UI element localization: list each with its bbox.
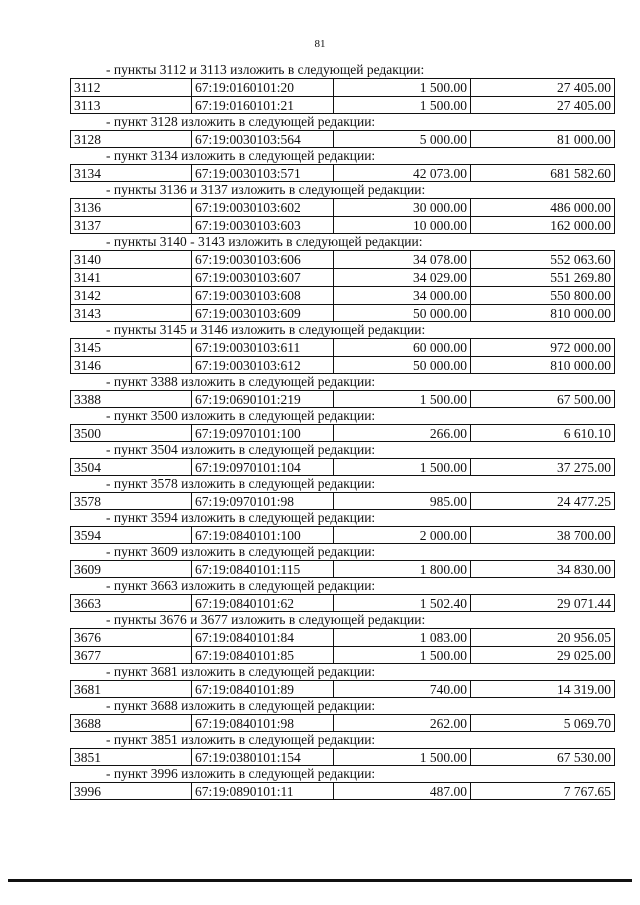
section-heading: - пункты 3145 и 3146 изложить в следующей редакции:: [106, 322, 426, 337]
item-number-cell: 3141: [71, 269, 192, 286]
cadastral-number-cell: 67:19:0840101:85: [192, 647, 334, 663]
amendment-table: [70, 594, 615, 612]
value-cell: 37 275.00: [557, 460, 611, 475]
amendment-table: [70, 526, 615, 544]
value-cell: 29 025.00: [557, 648, 611, 663]
table-row: [70, 492, 615, 510]
amendment-section: [70, 442, 615, 476]
item-number-cell: 3112: [71, 79, 192, 96]
section-heading: - пункт 3504 изложить в следующей редакции:: [106, 442, 376, 457]
value-cell: 7 767.65: [563, 784, 611, 799]
table-row: [70, 390, 615, 408]
amendment-table: [70, 680, 615, 698]
table-row: [70, 356, 615, 374]
amendment-table: [70, 560, 615, 578]
amendment-section: [70, 374, 615, 408]
cadastral-number-cell: 67:19:0840101:98: [192, 715, 334, 731]
table-row: [70, 594, 615, 612]
value-cell: 38 700.00: [557, 528, 611, 543]
area-cell: 1 083.00: [334, 629, 471, 646]
item-number-cell: 3134: [71, 165, 192, 181]
amendment-table: [70, 628, 615, 664]
bottom-divider: [8, 879, 632, 882]
cadastral-number-cell: 67:19:0030103:606: [192, 251, 334, 268]
cadastral-number-cell: 67:19:0160101:21: [192, 97, 334, 113]
area-cell: 1 500.00: [334, 79, 471, 96]
area-cell: 42 073.00: [334, 165, 471, 181]
table-row: [70, 714, 615, 732]
amendment-table: [70, 458, 615, 476]
table-row: [70, 424, 615, 442]
area-cell: 487.00: [334, 783, 471, 799]
section-heading: - пункт 3688 изложить в следующей редакции:: [106, 698, 376, 713]
section-heading: - пункты 3140 - 3143 изложить в следующей редакции:: [106, 234, 423, 249]
section-heading: - пункт 3681 изложить в следующей редакции:: [106, 664, 376, 679]
item-number-cell: 3140: [71, 251, 192, 268]
area-cell: 5 000.00: [334, 131, 471, 147]
area-cell: 34 078.00: [334, 251, 471, 268]
amendment-section: [70, 766, 615, 800]
amendment-section: [70, 732, 615, 766]
area-cell: 1 800.00: [334, 561, 471, 577]
cadastral-number-cell: 67:19:0970101:98: [192, 493, 334, 509]
cadastral-number-cell: 67:19:0030103:612: [192, 357, 334, 373]
item-number-cell: 3578: [71, 493, 192, 509]
amendment-section: [70, 476, 615, 510]
value-cell: 681 582.60: [550, 166, 611, 181]
section-heading: - пункт 3134 изложить в следующей редакции:: [106, 148, 376, 163]
table-row: [70, 748, 615, 766]
section-heading: - пункты 3676 и 3677 изложить в следующей редакции:: [106, 612, 426, 627]
table-row: [70, 680, 615, 698]
amendment-table: [70, 130, 615, 148]
table-row: [70, 216, 615, 234]
area-cell: 1 500.00: [334, 749, 471, 765]
cadastral-number-cell: 67:19:0030103:571: [192, 165, 334, 181]
area-cell: 1 500.00: [334, 391, 471, 407]
table-row: [70, 304, 615, 322]
section-heading: - пункт 3851 изложить в следующей редакции:: [106, 732, 376, 747]
amendment-table: [70, 390, 615, 408]
amendments-document: [70, 62, 615, 800]
amendment-table: [70, 164, 615, 182]
cadastral-number-cell: 67:19:0030103:609: [192, 305, 334, 321]
cadastral-number-cell: 67:19:0890101:11: [192, 783, 334, 799]
area-cell: 1 500.00: [334, 647, 471, 663]
area-cell: 10 000.00: [334, 217, 471, 233]
table-row: [70, 628, 615, 646]
value-cell: 29 071.44: [557, 596, 611, 611]
cadastral-number-cell: 67:19:0030103:611: [192, 339, 334, 356]
amendment-section: [70, 578, 615, 612]
cadastral-number-cell: 67:19:0380101:154: [192, 749, 334, 765]
area-cell: 30 000.00: [334, 199, 471, 216]
table-row: [70, 130, 615, 148]
amendment-section: [70, 62, 615, 114]
cadastral-number-cell: 67:19:0030103:603: [192, 217, 334, 233]
area-cell: 1 502.40: [334, 595, 471, 611]
area-cell: 34 000.00: [334, 287, 471, 304]
item-number-cell: 3142: [71, 287, 192, 304]
value-cell: 6 610.10: [563, 426, 611, 441]
value-cell: 810 000.00: [550, 306, 611, 321]
page-number: 81: [314, 38, 326, 50]
value-cell: 14 319.00: [557, 682, 611, 697]
amendment-section: [70, 322, 615, 374]
section-heading: - пункты 3112 и 3113 изложить в следующей редакции:: [106, 62, 425, 77]
amendment-section: [70, 234, 615, 322]
section-heading: - пункт 3388 изложить в следующей редакции:: [106, 374, 376, 389]
item-number-cell: 3681: [71, 681, 192, 697]
table-row: [70, 560, 615, 578]
table-row: [70, 646, 615, 664]
section-heading: - пункт 3578 изложить в следующей редакции:: [106, 476, 376, 491]
area-cell: 2 000.00: [334, 527, 471, 543]
value-cell: 552 063.60: [550, 252, 611, 267]
cadastral-number-cell: 67:19:0030103:608: [192, 287, 334, 304]
cadastral-number-cell: 67:19:0030103:602: [192, 199, 334, 216]
item-number-cell: 3677: [71, 647, 192, 663]
value-cell: 67 500.00: [557, 392, 611, 407]
section-heading: - пункт 3128 изложить в следующей редакции:: [106, 114, 376, 129]
cadastral-number-cell: 67:19:0840101:100: [192, 527, 334, 543]
amendment-section: [70, 114, 615, 148]
table-row: [70, 78, 615, 96]
cadastral-number-cell: 67:19:0840101:62: [192, 595, 334, 611]
item-number-cell: 3676: [71, 629, 192, 646]
cadastral-number-cell: 67:19:0160101:20: [192, 79, 334, 96]
table-row: [70, 526, 615, 544]
section-heading: - пункты 3136 и 3137 изложить в следующей редакции:: [106, 182, 426, 197]
table-row: [70, 268, 615, 286]
cadastral-number-cell: 67:19:0030103:607: [192, 269, 334, 286]
item-number-cell: 3609: [71, 561, 192, 577]
amendment-table: [70, 250, 615, 322]
amendment-section: [70, 182, 615, 234]
cadastral-number-cell: 67:19:0970101:100: [192, 425, 334, 441]
table-row: [70, 782, 615, 800]
section-heading: - пункт 3500 изложить в следующей редакции:: [106, 408, 376, 423]
value-cell: 5 069.70: [563, 716, 611, 731]
amendment-table: [70, 714, 615, 732]
item-number-cell: 3688: [71, 715, 192, 731]
cadastral-number-cell: 67:19:0840101:84: [192, 629, 334, 646]
cadastral-number-cell: 67:19:0690101:219: [192, 391, 334, 407]
value-cell: 81 000.00: [557, 132, 611, 147]
item-number-cell: 3851: [71, 749, 192, 765]
amendment-section: [70, 510, 615, 544]
item-number-cell: 3113: [71, 97, 192, 113]
amendment-section: [70, 664, 615, 698]
section-heading: - пункт 3594 изложить в следующей редакции:: [106, 510, 376, 525]
amendment-section: [70, 544, 615, 578]
amendment-section: [70, 612, 615, 664]
item-number-cell: 3146: [71, 357, 192, 373]
section-heading: - пункт 3663 изложить в следующей редакции:: [106, 578, 376, 593]
value-cell: 162 000.00: [550, 218, 611, 233]
area-cell: 740.00: [334, 681, 471, 697]
amendment-section: [70, 408, 615, 442]
item-number-cell: 3388: [71, 391, 192, 407]
area-cell: 1 500.00: [334, 459, 471, 475]
value-cell: 27 405.00: [557, 80, 611, 95]
value-cell: 810 000.00: [550, 358, 611, 373]
item-number-cell: 3136: [71, 199, 192, 216]
table-row: [70, 164, 615, 182]
cadastral-number-cell: 67:19:0840101:115: [192, 561, 334, 577]
amendment-table: [70, 338, 615, 374]
amendment-section: [70, 698, 615, 732]
area-cell: 266.00: [334, 425, 471, 441]
amendment-table: [70, 198, 615, 234]
value-cell: 34 830.00: [557, 562, 611, 577]
cadastral-number-cell: 67:19:0970101:104: [192, 459, 334, 475]
table-row: [70, 198, 615, 216]
amendment-section: [70, 148, 615, 182]
table-row: [70, 286, 615, 304]
item-number-cell: 3143: [71, 305, 192, 321]
amendment-table: [70, 424, 615, 442]
area-cell: 50 000.00: [334, 305, 471, 321]
item-number-cell: 3137: [71, 217, 192, 233]
item-number-cell: 3500: [71, 425, 192, 441]
area-cell: 60 000.00: [334, 339, 471, 356]
section-heading: - пункт 3609 изложить в следующей редакции:: [106, 544, 376, 559]
table-row: [70, 250, 615, 268]
area-cell: 262.00: [334, 715, 471, 731]
cadastral-number-cell: 67:19:0030103:564: [192, 131, 334, 147]
table-row: [70, 338, 615, 356]
amendment-table: [70, 748, 615, 766]
value-cell: 24 477.25: [557, 494, 611, 509]
value-cell: 486 000.00: [550, 200, 611, 215]
item-number-cell: 3145: [71, 339, 192, 356]
item-number-cell: 3996: [71, 783, 192, 799]
amendment-table: [70, 782, 615, 800]
table-row: [70, 96, 615, 114]
area-cell: 34 029.00: [334, 269, 471, 286]
value-cell: 551 269.80: [550, 270, 611, 285]
value-cell: 972 000.00: [550, 340, 611, 355]
amendment-table: [70, 78, 615, 114]
cadastral-number-cell: 67:19:0840101:89: [192, 681, 334, 697]
value-cell: 67 530.00: [557, 750, 611, 765]
item-number-cell: 3128: [71, 131, 192, 147]
amendment-table: [70, 492, 615, 510]
value-cell: 20 956.05: [557, 630, 611, 645]
value-cell: 27 405.00: [557, 98, 611, 113]
area-cell: 1 500.00: [334, 97, 471, 113]
item-number-cell: 3663: [71, 595, 192, 611]
table-row: [70, 458, 615, 476]
area-cell: 50 000.00: [334, 357, 471, 373]
value-cell: 550 800.00: [550, 288, 611, 303]
item-number-cell: 3594: [71, 527, 192, 543]
item-number-cell: 3504: [71, 459, 192, 475]
section-heading: - пункт 3996 изложить в следующей редакции:: [106, 766, 376, 781]
area-cell: 985.00: [334, 493, 471, 509]
